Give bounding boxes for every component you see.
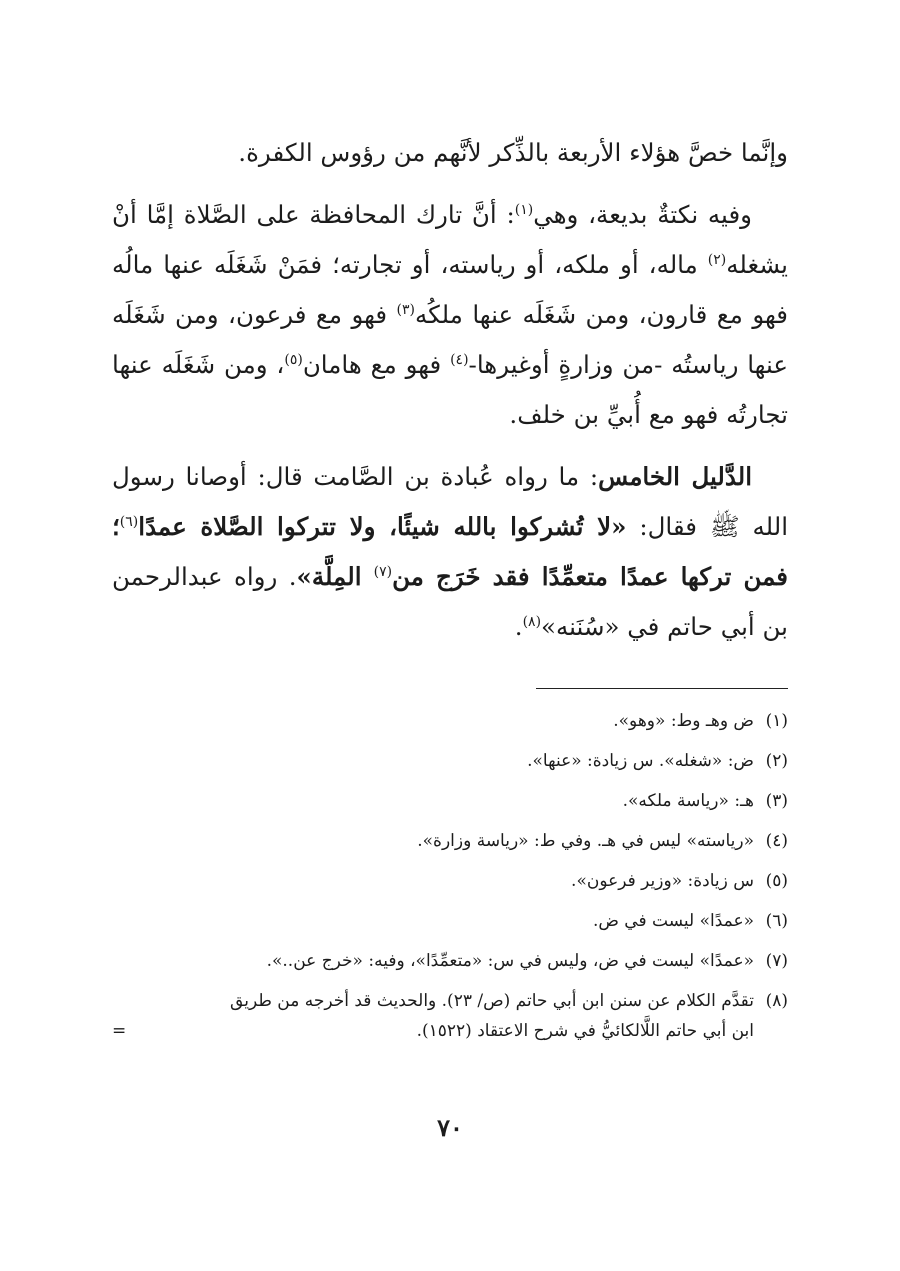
footnote-text: «عمدًا» ليست في ض، وليس في س: «متعمِّدًا»، وفيه: «خرج عن..». <box>266 951 754 971</box>
footnote-ref-4[interactable]: (٤) <box>450 351 469 368</box>
footnote-text: س زيادة: «وزير فرعون». <box>571 871 754 891</box>
hadith-quote-3: المِلَّة» <box>296 562 374 591</box>
footnote-8 <box>112 986 788 1046</box>
footnote-2 <box>112 746 788 776</box>
footnote-ref-8[interactable]: (٨) <box>522 613 542 630</box>
footnote-ref-1[interactable]: (١) <box>514 201 534 218</box>
footnote-number: (٤) <box>765 831 788 851</box>
footnote-divider <box>536 688 788 689</box>
footnote-text: ض وهـ وط: «وهو». <box>613 711 754 731</box>
p2-text-d: فهو مع فرعون، ومن شَغَلَه عنها رياستُه -من وزارةٍ أوغيرها- <box>112 300 788 379</box>
section-heading: الدَّليل الخامس <box>598 462 753 491</box>
paragraph-1 <box>112 128 788 178</box>
footnote-ref-7[interactable]: (٧) <box>373 563 393 580</box>
footnote-5 <box>112 866 788 896</box>
footnote-1 <box>112 706 788 736</box>
footnote-number: (٣) <box>765 791 788 811</box>
paragraph-gap <box>112 440 788 452</box>
footnote-continuation: ابن أبي حاتم اللَّالكائيُّ في شرح الاعتقاد (١٥٢٢). <box>416 1021 754 1041</box>
p2-text-f: ، ومن شَغَلَه عنها تجارتُه فهو مع أُبيِّ بن خلف. <box>112 350 788 429</box>
paragraph-3 <box>112 452 788 652</box>
footnote-ref-6[interactable]: (٦) <box>119 513 139 530</box>
p2-text-b: : أنَّ تارك المحافظة على الصَّلاة إمَّا أنْ يشغله <box>112 200 788 279</box>
footnotes-section <box>112 706 788 1056</box>
footnote-6 <box>112 906 788 936</box>
footnote-text: هـ: «رياسة ملكه». <box>622 791 754 811</box>
footnote-text: «عمدًا» ليست في ض. <box>592 911 754 931</box>
p2-text-c: ماله، أو ملكه، أو رياسته، أو تجارته؛ فمَنْ شَغَلَه عنها مالُه فهو مع قارون، ومن شَغَلَه عنها ملكُه <box>112 250 788 329</box>
footnote-ref-2[interactable]: (٢) <box>707 251 727 268</box>
p2-text-a: وفيه نكتةٌ بديعة، وهي <box>533 200 752 229</box>
footnote-body <box>112 986 754 1046</box>
footnote-number: (٧) <box>765 951 788 971</box>
footnote-number: (١) <box>765 711 788 731</box>
footnote-ref-3[interactable]: (٣) <box>396 301 416 318</box>
footnote-3 <box>112 786 788 816</box>
footnote-number: (٨) <box>765 991 788 1011</box>
footnote-text: ض: «شغله». س زيادة: «عنها». <box>527 751 754 771</box>
book-page <box>112 128 788 1248</box>
footnote-number: (٦) <box>765 911 788 931</box>
paragraph-1-text: وإنَّما خصَّ هؤلاء الأربعة بالذِّكر لأنَّهم من رؤوس الكفرة. <box>238 138 788 167</box>
p3-text-b: . رواه عبدالرحمن بن أبي حاتم في «سُنَنه» <box>112 562 788 641</box>
paragraph-gap <box>112 178 788 190</box>
footnote-text: تقدَّم الكلام عن سنن ابن أبي حاتم (ص/ ٢٣). والحديث قد أخرجه من طريق <box>230 991 754 1011</box>
p2-text-e: فهو مع هامان <box>302 350 451 379</box>
p3-text-c: . <box>514 612 523 641</box>
page-number: ٧٠ <box>437 1113 463 1142</box>
p3-text-a: : ما رواه عُبادة بن الصَّامت قال: أوصانا رسول الله ﷺ فقال: <box>112 462 789 541</box>
footnote-7 <box>112 946 788 976</box>
footnote-4 <box>112 826 788 856</box>
footnote-ref-5[interactable]: (٥) <box>284 351 303 368</box>
footnote-number: (٢) <box>765 751 788 771</box>
hadith-quote-2: ؛ فمن تركها عمدًا متعمِّدًا فقد خَرَج من <box>112 512 788 591</box>
footnote-text: «رياسته» ليس في هـ. وفي ط: «رياسة وزارة». <box>417 831 754 851</box>
paragraph-2 <box>112 190 788 440</box>
hadith-quote-1: «لا تُشركوا بالله شيئًا، ولا تتركوا الصَّلاة عمدًا <box>138 512 627 541</box>
footnote-continuation-line <box>112 1016 754 1046</box>
footnote-number: (٥) <box>765 871 788 891</box>
continuation-marker: = <box>112 1021 127 1041</box>
